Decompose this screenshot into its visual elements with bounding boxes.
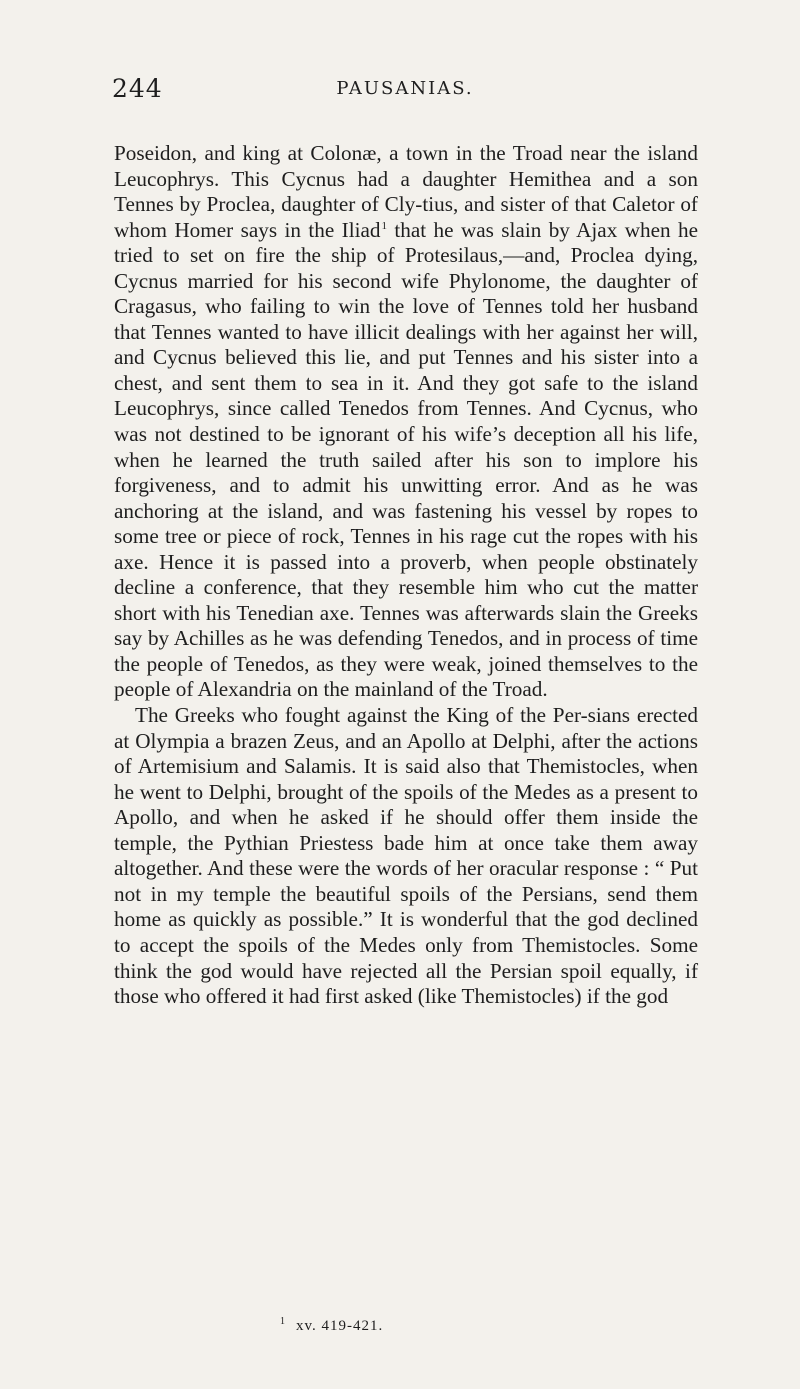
footnote (280, 1318, 383, 1335)
paragraph-1-text: Poseidon, and king at Colonæ, a town in the Troad near the island Leucophrys. This Cycnus had a daughter Hemithea and a son Tennes by Proclea, daughter of Cly-tius, and sister of that Caletor of whom Homer says in the Iliad (114, 141, 698, 242)
page-header (112, 74, 698, 104)
footnote-text: xv. 419-421. (296, 1318, 384, 1334)
page-number: 244 (112, 74, 163, 103)
running-head: PAUSANIAS. (336, 78, 474, 99)
body-text (114, 141, 698, 1010)
paragraph-1 (114, 141, 698, 703)
paragraph-1-text-continued: that he was slain by Ajax when he tried to set on fire the ship of Protesilaus,—and, Proclea dying, Cycnus married for his second wife Phylonome, the daughter of Cragasus, who failing to win the love of Tennes told her husband that Tennes wanted to have illicit dealings with her against her will, and Cycnus believed this lie, and put Tennes and his sister into a chest, and sent them to sea in it. And they got safe to the island Leucophrys, since called Tenedos from Tennes. And Cycnus, who was not destined to be ignorant of his wife’s deception all his life, when he learned the truth sailed after his son to implore his forgiveness, and to admit his unwitting error. And as he was anchoring at the island, and was fastening his vessel by ropes to some tree or piece of rock, Tennes in his rage cut the ropes with his axe. Hence it is passed into a proverb, when people obstinately decline a conference, that they resemble him who cut the matter short with his Tenedian axe. Tennes was afterwards slain the Greeks say by Achilles as he was defending Tenedos, and in process of time the people of Tenedos, as they were weak, joined themselves to the people of Alexandria on the mainland of the Troad. (114, 217, 698, 702)
paragraph-2: The Greeks who fought against the King of the Per-sians erected at Olympia a brazen Zeus, and an Apollo at Delphi, after the actions of Artemisium and Salamis. It is said also that Themistocles, when he went to Delphi, brought of the spoils of the Medes as a present to Apollo, and when he asked if he should offer them inside the temple, the Pythian Priestess bade him at once take them away altogether. And these were the words of her oracular response : “ Put not in my temple the beautiful spoils of the Persians, send them home as quickly as possible.” It is wonderful that the god declined to accept the spoils of the Medes only from Themistocles. Some think the god would have rejected all the Persian spoil equally, if those who offered it had first asked (like Themistocles) if the god (114, 703, 698, 1009)
footnote-mark: 1 (280, 1316, 286, 1327)
footnote-reference: 1 (381, 219, 387, 232)
